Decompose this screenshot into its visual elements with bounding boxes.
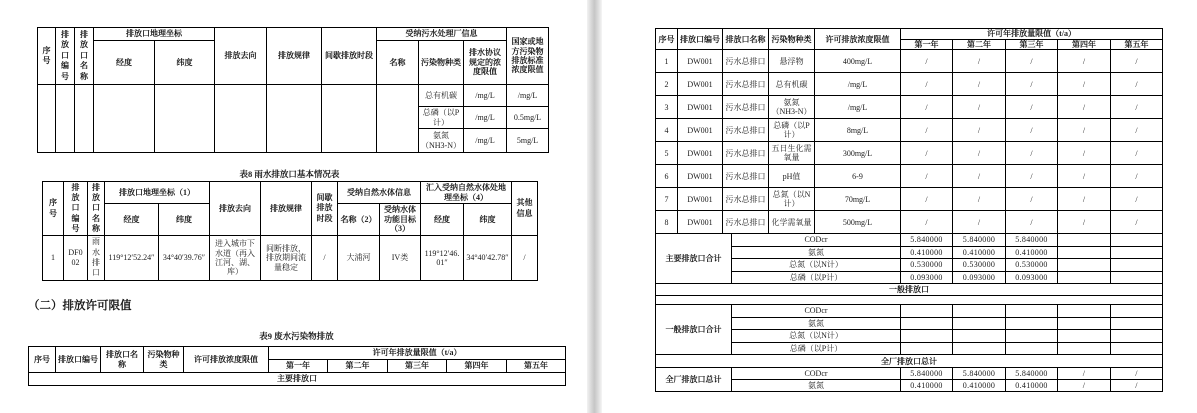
cell-standard: 5mg/L: [507, 129, 549, 153]
cell: DW001: [678, 119, 723, 142]
cell: DW001: [678, 165, 723, 188]
cell: /: [1006, 50, 1058, 73]
cell-empty: [75, 85, 94, 153]
summary-value: 5.840000: [953, 234, 1006, 247]
col-header-water-group: 受纳自然水体信息: [338, 182, 421, 204]
cell-empty: [377, 85, 419, 153]
wastewater-limits-table-right: [655, 28, 1162, 392]
summary-value: 5.840000: [1006, 234, 1058, 247]
band-plant-total: 全厂排放口总计: [656, 355, 1163, 368]
cell: 总氮（以N计）: [769, 188, 815, 211]
summary-value: [1111, 246, 1163, 259]
summary-value: [1111, 259, 1163, 272]
col-header-other: 其他信息: [512, 182, 538, 236]
col-header-outlet-name: 排放口名称: [88, 182, 105, 236]
summary-value: [1006, 317, 1058, 330]
col-header-outlet-name: 排放口名称: [101, 347, 144, 373]
cell: /mg/L: [815, 73, 901, 96]
cell: /: [1058, 119, 1111, 142]
col-header-join-longitude: 经度: [421, 204, 464, 236]
summary-pollutant-name: 总氮（以N计）: [732, 330, 901, 343]
summary-value: [953, 330, 1006, 343]
summary-value: [1111, 305, 1163, 318]
col-header-year1: 第一年: [269, 360, 328, 373]
cell-empty: [322, 85, 377, 153]
cell: 污水总排口: [723, 73, 769, 96]
summary-value: /: [1058, 380, 1111, 392]
col-header-pattern: 排放规律: [261, 182, 312, 236]
col-header-geo-group: 排放口地理坐标: [94, 28, 215, 41]
cell: 6-9: [815, 165, 901, 188]
cell: /: [1111, 96, 1163, 119]
summary-value: [901, 330, 953, 343]
cell-seq: 5: [656, 142, 678, 165]
summary-row: [656, 317, 1163, 330]
cell: /: [901, 119, 953, 142]
table-row: [656, 119, 1163, 142]
summary-row: [656, 342, 1163, 355]
summary-value: [1058, 330, 1111, 343]
cell-intermittent: /: [312, 236, 338, 281]
cell: 300mg/L: [815, 142, 901, 165]
summary-value: [1058, 305, 1111, 318]
col-header-annual-group: 许可年排放量限值（t/a）: [269, 347, 566, 360]
summary-value: 5.840000: [901, 368, 953, 380]
summary-label: 一般排放口合计: [656, 305, 732, 355]
cell: /: [1058, 142, 1111, 165]
cell-pollutant: 总有机碳: [419, 85, 464, 107]
col-header-year5: 第五年: [507, 360, 566, 373]
summary-value: 0.410000: [901, 246, 953, 259]
summary-value: [901, 342, 953, 355]
summary-value: [953, 342, 1006, 355]
summary-value: [1111, 330, 1163, 343]
cell-empty: [215, 85, 267, 153]
cell: 500mg/L: [815, 211, 901, 234]
cell-outlet-id: DF002: [64, 236, 88, 281]
cell-empty: [267, 85, 322, 153]
col-header-year3: 第三年: [388, 360, 447, 373]
col-header-year1: 第一年: [901, 40, 953, 50]
summary-value: [1058, 234, 1111, 247]
summary-row: [656, 368, 1163, 380]
summary-value: [1111, 271, 1163, 284]
cell-empty: [155, 85, 215, 153]
summary-value: 0.093000: [953, 271, 1006, 284]
cell: /: [901, 188, 953, 211]
table9-title: 表9 废水污染物排放: [259, 331, 334, 341]
cell-seq: 4: [656, 119, 678, 142]
cell: 70mg/L: [815, 188, 901, 211]
document-page-right: [602, 0, 1197, 413]
group-row-main-outlets: 主要排放口: [29, 373, 566, 386]
col-header-outlet-name: 排放口名称: [723, 29, 769, 50]
cell: /: [901, 211, 953, 234]
wastewater-limits-table-left: [28, 346, 566, 386]
cell: 污水总排口: [723, 165, 769, 188]
summary-pollutant-name: 氨氮: [732, 317, 901, 330]
col-header-annual-group: 许可年排放量限值（t/a）: [901, 29, 1163, 40]
col-header-longitude: 经度: [94, 41, 155, 85]
cell: 化学需氧量: [769, 211, 815, 234]
summary-value: 0.530000: [901, 259, 953, 272]
rain-outlet-table: [42, 181, 538, 281]
cell: 悬浮物: [769, 50, 815, 73]
permit-limits-table: [655, 28, 1163, 234]
table-row: [656, 50, 1163, 73]
summary-value: [1111, 342, 1163, 355]
summary-value: [1111, 317, 1163, 330]
summary-pollutant-name: CODcr: [732, 368, 901, 380]
summary-label: 全厂排放口总计: [656, 368, 732, 392]
cell: /: [953, 119, 1006, 142]
col-header-conc-limit: 许可排放浓度限值: [184, 347, 269, 373]
col-header-year3: 第三年: [1006, 40, 1058, 50]
cell: /: [1006, 96, 1058, 119]
col-header-outlet-id: 排放口编号: [678, 29, 723, 50]
summary-value: 0.410000: [901, 380, 953, 392]
col-header-year2: 第二年: [953, 40, 1006, 50]
cell-standard: 0.5mg/L: [507, 107, 549, 129]
cell: DW001: [678, 96, 723, 119]
cell-join-longitude: 119°12′46.01″: [421, 236, 464, 281]
cell: /: [1006, 188, 1058, 211]
cell: /: [1111, 119, 1163, 142]
summary-pollutant-name: 总氮（以N计）: [732, 259, 901, 272]
summary-table: [655, 233, 1163, 392]
cell-pollutant: 总磷（以P计）: [419, 107, 464, 129]
document-page-left: [0, 0, 587, 413]
summary-value: 0.410000: [953, 246, 1006, 259]
cell: /mg/L: [815, 96, 901, 119]
cell: /: [1111, 211, 1163, 234]
summary-value: 0.093000: [901, 271, 953, 284]
page-separator: [587, 0, 602, 413]
cell: 氨氮（NH3-N）: [769, 96, 815, 119]
table-row: [656, 165, 1163, 188]
col-header-year4: 第四年: [447, 360, 507, 373]
summary-value: [1111, 234, 1163, 247]
summary-pollutant-name: CODcr: [732, 305, 901, 318]
wwtp-info-table: [37, 27, 549, 153]
summary-value: [1058, 317, 1111, 330]
col-header-latitude: 纬度: [155, 41, 215, 85]
cell: /: [953, 142, 1006, 165]
cell: 总有机碳: [769, 73, 815, 96]
cell: /: [953, 211, 1006, 234]
summary-value: /: [1111, 368, 1163, 380]
cell: /: [901, 165, 953, 188]
cell: 污水总排口: [723, 119, 769, 142]
col-header-intermittent: 间歇排放时段: [312, 182, 338, 236]
cell: /: [901, 96, 953, 119]
cell: DW001: [678, 142, 723, 165]
col-header-national-limit: 国家或地方污染物排放标准浓度限值: [507, 28, 549, 85]
cell: 污水总排口: [723, 96, 769, 119]
cell: /: [953, 165, 1006, 188]
cell-seq: 8: [656, 211, 678, 234]
cell: pH值: [769, 165, 815, 188]
cell-seq: 6: [656, 165, 678, 188]
summary-value: /: [1111, 380, 1163, 392]
summary-value: [901, 317, 953, 330]
col-header-pollutant-type: 污染物种类: [144, 347, 184, 373]
summary-pollutant-name: 总磷（以P计）: [732, 271, 901, 284]
summary-value: [1058, 342, 1111, 355]
cell: /: [953, 73, 1006, 96]
summary-row: [656, 246, 1163, 259]
cell: /: [901, 50, 953, 73]
cell-empty: [94, 85, 155, 153]
col-header-direction: 排放去向: [215, 28, 267, 85]
col-header-longitude: 经度: [105, 204, 159, 236]
table-row: [656, 188, 1163, 211]
cell-longitude: 119°12′52.24″: [105, 236, 159, 281]
cell-seq: 2: [656, 73, 678, 96]
cell-direction: 进入城市下水道（再入江河、湖、库）: [210, 236, 261, 281]
cell: /: [1058, 188, 1111, 211]
summary-pollutant-name: 氨氮: [732, 246, 901, 259]
cell: /: [901, 73, 953, 96]
cell: /: [1111, 188, 1163, 211]
cell: /: [953, 188, 1006, 211]
cell: 污水总排口: [723, 50, 769, 73]
cell: 污水总排口: [723, 188, 769, 211]
col-header-pattern: 排放规律: [267, 28, 322, 85]
cell-join-latitude: 34°40′42.78″: [464, 236, 512, 281]
col-header-water-target: 受纳水体功能目标（3）: [380, 204, 421, 236]
summary-pollutant-name: 总磷（以P计）: [732, 342, 901, 355]
cell-seq: 1: [43, 236, 64, 281]
col-header-outlet-id: 排放口编号: [64, 182, 88, 236]
cell: DW001: [678, 73, 723, 96]
cell-water-name: 大浦河: [338, 236, 380, 281]
cell-pollutant: 氨氮（NH3-N）: [419, 129, 464, 153]
cell: /: [1058, 73, 1111, 96]
col-header-year5: 第五年: [1111, 40, 1163, 50]
table-row: [43, 236, 538, 281]
band-general-outlets: 一般排放口: [656, 284, 1163, 296]
cell: /: [1006, 211, 1058, 234]
cell: /: [1111, 50, 1163, 73]
cell: /: [1058, 50, 1111, 73]
cell-seq: 3: [656, 96, 678, 119]
cell-empty: [38, 85, 56, 153]
cell: DW001: [678, 211, 723, 234]
col-header-outlet-id: 排放口编号: [56, 347, 101, 373]
col-header-water-name: 名称（2）: [338, 204, 380, 236]
col-header-latitude: 纬度: [159, 204, 210, 236]
summary-value: 0.093000: [1006, 271, 1058, 284]
cell: /: [1006, 119, 1058, 142]
col-header-outlet-id: 排放口编号: [56, 28, 75, 85]
cell: 8mg/L: [815, 119, 901, 142]
col-header-wwtp-name: 名称: [377, 41, 419, 85]
cell-pattern: 间断排放，排放期间流量稳定: [261, 236, 312, 281]
summary-value: 5.840000: [1006, 368, 1058, 380]
cell-seq: 7: [656, 188, 678, 211]
col-header-pollutant-type: 污染物种类: [419, 41, 464, 85]
summary-value: [1058, 271, 1111, 284]
summary-value: 0.530000: [953, 259, 1006, 272]
cell: DW001: [678, 188, 723, 211]
section-heading-discharge-limits: （二）排放许可限值: [28, 300, 132, 312]
summary-value: 0.410000: [953, 380, 1006, 392]
summary-value: [1006, 305, 1058, 318]
summary-value: 5.840000: [953, 368, 1006, 380]
col-header-direction: 排放去向: [210, 182, 261, 236]
col-header-year2: 第二年: [328, 360, 388, 373]
col-header-intermittent: 间歇排放时段: [322, 28, 377, 85]
col-header-seq: 序号: [29, 347, 56, 373]
summary-value: [1058, 259, 1111, 272]
cell-empty: [56, 85, 75, 153]
summary-row: [656, 330, 1163, 343]
cell: /: [1058, 165, 1111, 188]
cell: /: [953, 50, 1006, 73]
cell: /: [1111, 165, 1163, 188]
cell: DW001: [678, 50, 723, 73]
col-header-conc-limit: 许可排放浓度限值: [815, 29, 901, 50]
cell-water-target: IV类: [380, 236, 421, 281]
col-header-year4: 第四年: [1058, 40, 1111, 50]
cell: 五日生化需氧量: [769, 142, 815, 165]
cell: 污水总排口: [723, 211, 769, 234]
cell-agreement: /mg/L: [464, 85, 507, 107]
col-header-seq: 序号: [656, 29, 678, 50]
cell: /: [1111, 142, 1163, 165]
summary-value: [1006, 342, 1058, 355]
summary-row: [656, 305, 1163, 318]
summary-value: 5.840000: [901, 234, 953, 247]
summary-row: [656, 259, 1163, 272]
cell-other: /: [512, 236, 538, 281]
summary-row: [656, 234, 1163, 247]
cell: 400mg/L: [815, 50, 901, 73]
table8-title: 表8 雨水排放口基本情况表: [239, 169, 340, 179]
col-header-join-latitude: 纬度: [464, 204, 512, 236]
cell: /: [1058, 211, 1111, 234]
summary-pollutant-name: CODcr: [732, 234, 901, 247]
summary-row: [656, 380, 1163, 392]
summary-value: 0.410000: [1006, 246, 1058, 259]
cell: /: [1006, 73, 1058, 96]
cell-agreement: /mg/L: [464, 129, 507, 153]
summary-value: [953, 317, 1006, 330]
cell: /: [953, 96, 1006, 119]
table-row: [38, 85, 549, 107]
cell-latitude: 34°40′39.76″: [159, 236, 210, 281]
col-header-seq: 序号: [38, 28, 56, 85]
col-header-wwtp-group: 受纳污水处理厂信息: [377, 28, 507, 41]
col-header-geo-group: 排放口地理坐标（1）: [105, 182, 210, 204]
table-row: [656, 142, 1163, 165]
table-row: [656, 73, 1163, 96]
summary-value: [1006, 330, 1058, 343]
summary-value: 0.410000: [1006, 380, 1058, 392]
spacer-row: [656, 296, 1163, 305]
summary-value: /: [1058, 368, 1111, 380]
cell-agreement: /mg/L: [464, 107, 507, 129]
cell: /: [1111, 73, 1163, 96]
cell: 污水总排口: [723, 142, 769, 165]
cell-outlet-name: 雨水排口: [88, 236, 105, 281]
cell: /: [1058, 96, 1111, 119]
cell-standard: /mg/L: [507, 85, 549, 107]
summary-label: 主要排放口合计: [656, 234, 732, 284]
col-header-outlet-name: 排放口名称: [75, 28, 94, 85]
table-row: [656, 211, 1163, 234]
summary-row: [656, 271, 1163, 284]
cell: /: [901, 142, 953, 165]
cell: /: [1006, 165, 1058, 188]
summary-value: [953, 305, 1006, 318]
cell: /: [1006, 142, 1058, 165]
summary-pollutant-name: 氨氮: [732, 380, 901, 392]
col-header-agreement-limit: 排水协议规定的浓度限值: [464, 41, 507, 85]
cell-seq: 1: [656, 50, 678, 73]
summary-value: [1058, 246, 1111, 259]
col-header-seq: 序号: [43, 182, 64, 236]
cell: 总磷（以P计）: [769, 119, 815, 142]
table-row: [656, 96, 1163, 119]
summary-value: 0.530000: [1006, 259, 1058, 272]
col-header-join-geo-group: 汇入受纳自然水体处地理坐标（4）: [421, 182, 512, 204]
col-header-pollutant-type: 污染物种类: [769, 29, 815, 50]
summary-value: [901, 305, 953, 318]
